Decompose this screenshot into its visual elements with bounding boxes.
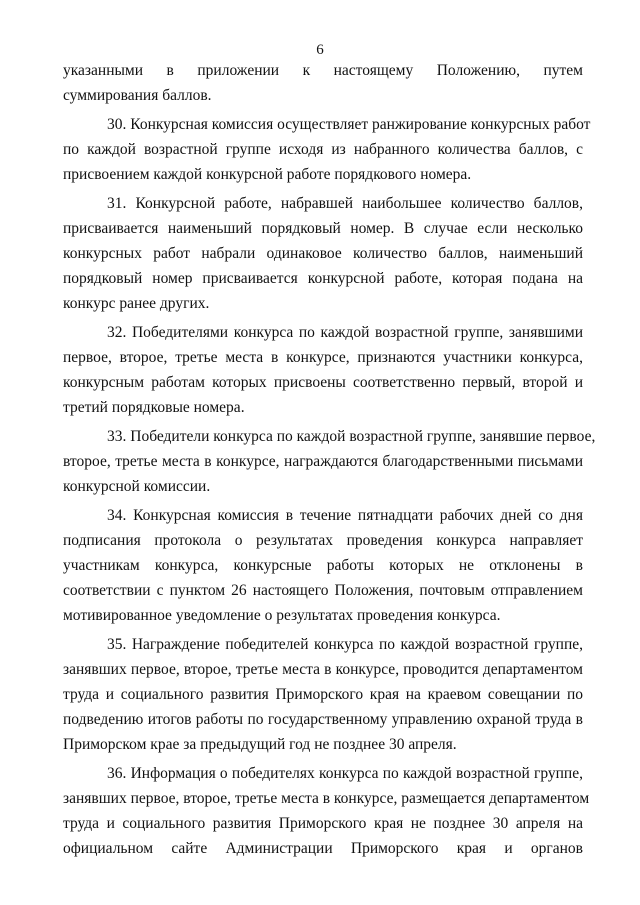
paragraph xyxy=(63,424,596,499)
text-line: официальном сайте Администрации Приморского края и органов xyxy=(63,840,583,857)
paragraph xyxy=(63,632,583,757)
text-line: второе, третье места в конкурсе, награждаются благодарственными письмами xyxy=(63,453,583,470)
paragraph xyxy=(63,320,583,420)
text-line: присваивается наименьший порядковый номер. В случае если несколько xyxy=(63,220,583,237)
text-line: мотивированное уведомление о результатах проведения конкурса. xyxy=(63,607,501,624)
text-line: участникам конкурса, конкурсные работы которых не отклонены в xyxy=(63,557,583,574)
text-line: по каждой возрастной группе исходя из набранного количества баллов, с xyxy=(63,141,583,158)
text-line: 32. Победителями конкурса по каждой возрастной группе, занявшими xyxy=(107,324,583,341)
text-line: занявших первое, второе, третье места в конкурсе, проводится департаментом xyxy=(63,661,583,678)
text-line: конкурсной комиссии. xyxy=(63,478,211,495)
text-line: первое, второе, третье места в конкурсе, признаются участники конкурса, xyxy=(63,349,583,366)
text-line: труда и социального развития Приморского края не позднее 30 апреля на xyxy=(63,815,583,832)
paragraph xyxy=(63,761,590,861)
text-line: указанными в приложении к настоящему Положению, путем xyxy=(63,62,583,79)
paragraph xyxy=(63,112,591,187)
text-line: труда и социального развития Приморского края на краевом совещании по xyxy=(63,686,583,703)
page-number: 6 xyxy=(316,42,324,58)
text-line: конкурсных работ набрали одинаковое количество баллов, наименьший xyxy=(63,245,583,262)
text-line: конкурсным работам которых присвоены соответственно первый, второй и xyxy=(63,374,583,391)
text-line: Приморском крае за предыдущий год не позднее 30 апреля. xyxy=(63,736,457,753)
text-line: 33. Победители конкурса по каждой возрастной группе, занявшие первое, xyxy=(107,428,596,445)
text-line: 31. Конкурсной работе, набравшей наибольшее количество баллов, xyxy=(107,195,583,212)
paragraph xyxy=(63,503,583,628)
paragraph xyxy=(63,58,583,108)
text-line: подписания протокола о результатах проведения конкурса направляет xyxy=(63,532,583,549)
document-body xyxy=(63,58,596,861)
text-line: 36. Информация о победителях конкурса по каждой возрастной группе, xyxy=(107,765,583,782)
text-line: порядковый номер присваивается конкурсной работе, которая подана на xyxy=(63,270,583,287)
text-line: занявших первое, второе, третье места в конкурсе, размещается департаментом xyxy=(63,790,590,807)
text-line: подведению итогов работы по государственному управлению охраной труда в xyxy=(63,711,583,728)
paragraph xyxy=(63,191,583,316)
text-line: 35. Награждение победителей конкурса по каждой возрастной группе, xyxy=(107,636,583,653)
text-line: 34. Конкурсная комиссия в течение пятнадцати рабочих дней со дня xyxy=(107,507,583,524)
text-line: 30. Конкурсная комиссия осуществляет ранжирование конкурсных работ xyxy=(107,116,591,133)
text-line: конкурс ранее других. xyxy=(63,295,210,312)
text-line: присвоением каждой конкурсной работе порядкового номера. xyxy=(63,166,472,183)
text-line: суммирования баллов. xyxy=(63,87,212,104)
text-line: третий порядковые номера. xyxy=(63,399,245,416)
text-line: соответствии с пунктом 26 настоящего Положения, почтовым отправлением xyxy=(63,582,583,599)
